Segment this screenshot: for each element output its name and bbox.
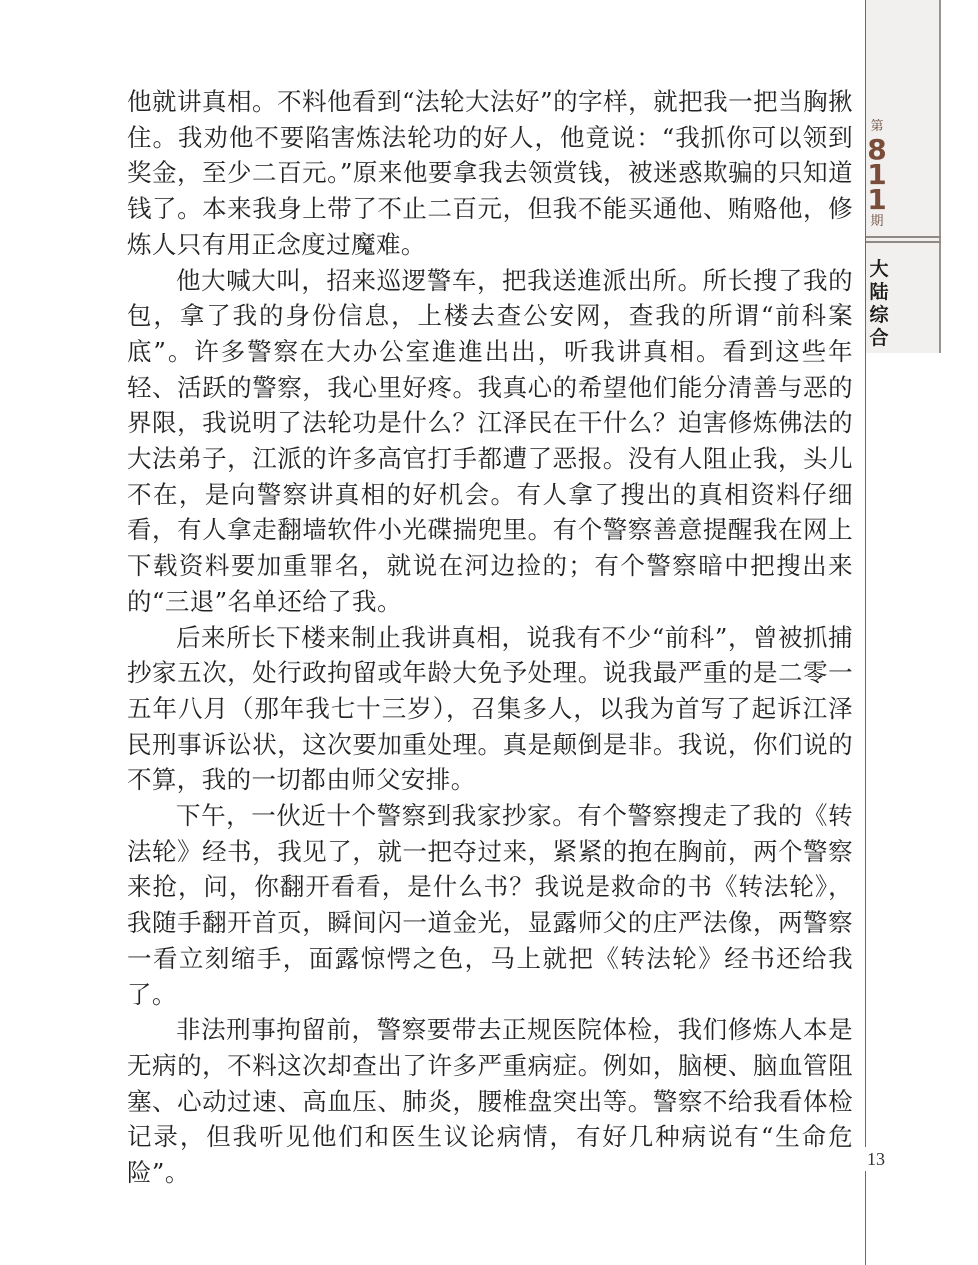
article-body <box>127 84 853 1191</box>
section-char: 合 <box>869 327 889 349</box>
paragraph-2: 他大喊大叫，招来巡逻警车，把我送進派出所。所长搜了我的包，拿了我的身份信息，上楼去查公安网，查我的所谓“前科案底”。许多警察在大办公室進進出出，听我讲真相。看到这些年轻、活跃的警察，我心里好疼。我真心的希望他们能分清善与恶的界限，我说明了法轮功是什么？江泽民在干什么？迫害修炼佛法的大法弟子，江派的许多高官打手都遭了恶报。没有人阻止我，头儿不在，是向警察讲真相的好机会。有人拿了搜出的真相资料仔细看，有人拿走翻墙软件小光碟揣兜里。有个警察善意提醒我在网上下载资料要加重罪名，就说在河边捡的；有个警察暗中把搜出来的“三退”名单还给了我。 <box>127 265 853 616</box>
section-label <box>866 258 892 350</box>
issue-digit: 1 <box>867 158 887 191</box>
sidebar-divider <box>866 241 941 243</box>
paragraph-3: 后来所长下楼来制止我讲真相，说我有不少“前科”，曾被抓捕抄家五次，处行政拘留或年龄大免予处理。说我最严重的是二零一五年八月（那年我七十三岁），召集多人，以我为首写了起诉江泽民刑事诉讼状，这次要加重处理。真是颠倒是非。我说，你们说的不算，我的一切都由师父安排。 <box>127 622 853 795</box>
paragraph-1: 他就讲真相。不料他看到“法轮大法好”的字样，就把我一把当胸揪住。我劝他不要陷害炼法轮功的好人，他竟说：“我抓你可以领到奖金，至少二百元。”原来他要拿我去领赏钱，被迷惑欺骗的只知道钱了。本来我身上带了不止二百元，但我不能买通他、贿赂他，修炼人只有用正念度过魔难。 <box>127 87 853 259</box>
issue-digit: 8 <box>867 133 887 166</box>
page-number: 13 <box>856 1147 896 1171</box>
section-char: 陆 <box>869 281 889 303</box>
sidebar-divider <box>866 236 941 238</box>
issue-suffix: 期 <box>870 214 884 229</box>
section-char: 大 <box>869 258 889 280</box>
issue-number <box>866 118 888 231</box>
paragraph-5: 非法刑事拘留前，警察要带去正规医院体检，我们修炼人本是无病的，不料这次却查出了许多严重病症。例如，脑梗、脑血管阻塞、心动过速、高血压、肺炎，腰椎盘突出等。警察不给我看体检记录，但我听见他们和医生议论病情，有好几种病说有“生命危险”。 <box>127 1015 853 1188</box>
section-char: 综 <box>869 304 889 326</box>
issue-prefix: 第 <box>870 119 884 134</box>
paragraph-4: 下午，一伙近十个警察到我家抄家。有个警察搜走了我的《转法轮》经书，我见了，就一把夺过来，紧紧的抱在胸前，两个警察来抢，问，你翻开看看，是什么书？我说是救命的书《转法轮》，我随手翻开首页，瞬间闪一道金光，显露师父的庄严法像，两警察一看立刻缩手，面露惊愕之色，马上就把《转法轮》经书还给我了。 <box>127 801 853 1009</box>
issue-digit: 1 <box>867 183 887 216</box>
